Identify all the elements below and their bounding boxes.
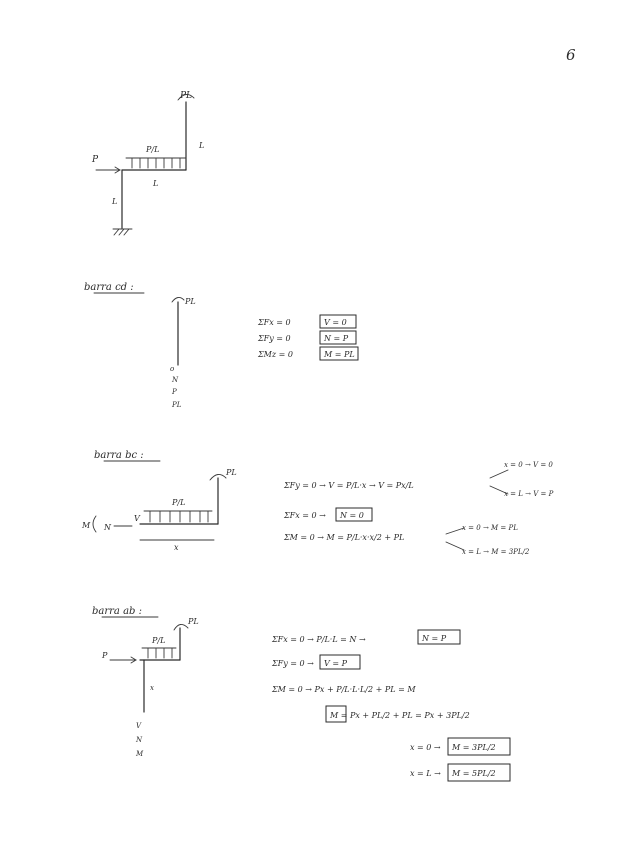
section1-eq1-lhs: ΣFx = 0	[258, 318, 291, 327]
section-barra-ab	[92, 606, 510, 781]
section1-label-o: o	[170, 365, 175, 373]
main-load-top: PL	[180, 91, 193, 101]
main-structure-figure	[91, 91, 204, 235]
section3-label-n: N	[136, 736, 143, 744]
section2-eq3: ΣM = 0 → M = P/L·x·x/2 + PL	[284, 533, 405, 542]
section2-label-n: N	[104, 523, 111, 532]
page-number: 6	[566, 46, 576, 64]
section1-eq2-lhs: ΣFy = 0	[258, 334, 291, 343]
section3-eq4: M = Px + PL/2 + PL = Px + 3PL/2	[330, 711, 470, 720]
section3-force-left: P	[102, 651, 108, 660]
section3-heading: barra ab :	[92, 606, 142, 617]
section3-eq6-lhs: x = L →	[410, 769, 441, 778]
main-dist-load: P/L	[146, 145, 160, 154]
main-force-left: P	[92, 155, 99, 165]
section2-load: PL	[226, 468, 237, 477]
section1-eq3-result: M = PL	[324, 350, 355, 359]
section2-dim: x	[174, 543, 179, 552]
section2-eq1: ΣFy = 0 → V = P/L·x → V = Px/L	[284, 481, 414, 490]
section3-eq1-result: N = P	[422, 634, 447, 643]
section3-dist-load: P/L	[152, 636, 166, 645]
section3-eq2-lhs: ΣFy = 0 →	[272, 659, 314, 668]
section2-eq2-result: N = 0	[340, 511, 364, 520]
section3-eq1-lhs: ΣFx = 0 → P/L·L = N →	[272, 635, 366, 644]
main-dim-right: L	[199, 141, 205, 150]
section2-label-v: V	[134, 514, 140, 523]
section3-eq5-result: M = 3PL/2	[452, 743, 496, 752]
section2-dist-load: P/L	[172, 498, 186, 507]
section3-eq6-result: M = 5PL/2	[452, 769, 496, 778]
section3-dim: x	[150, 684, 154, 692]
section1-label-p: P	[172, 388, 177, 396]
section2-eq1-branch-top: x = 0 → V = 0	[504, 461, 553, 469]
section1-eq2-result: N = P	[324, 334, 349, 343]
section2-label-m: M	[82, 521, 91, 530]
section2-heading: barra bc :	[94, 450, 144, 461]
section-barra-cd	[84, 282, 358, 409]
section2-eq1-branch-bottom: x = L → V = P	[504, 490, 554, 498]
section2-eq3-branch-top: x = 0 → M = PL	[462, 524, 518, 532]
section3-eq2-result: V = P	[324, 659, 347, 668]
section3-label-m: M	[136, 750, 144, 758]
section1-label-n: N	[172, 376, 179, 384]
main-dim-horizontal: L	[153, 179, 159, 188]
section1-heading: barra cd :	[84, 282, 134, 293]
section1-load: PL	[185, 297, 196, 306]
section1-eq1-result: V = 0	[324, 318, 347, 327]
section-barra-bc	[81, 450, 554, 556]
section2-eq2-lhs: ΣFx = 0 →	[284, 511, 326, 520]
section1-label-pl: PL	[172, 401, 182, 409]
section3-load: PL	[188, 617, 199, 626]
main-dim-left: L	[112, 197, 118, 206]
section3-eq3: ΣM = 0 → Px + P/L·L·L/2 + PL = M	[272, 685, 416, 694]
section3-eq5-lhs: x = 0 →	[410, 743, 441, 752]
section1-eq3-lhs: ΣMz = 0	[258, 350, 293, 359]
section2-eq3-branch-bottom: x = L → M = 3PL/2	[462, 548, 530, 556]
section3-label-v: V	[136, 722, 142, 730]
